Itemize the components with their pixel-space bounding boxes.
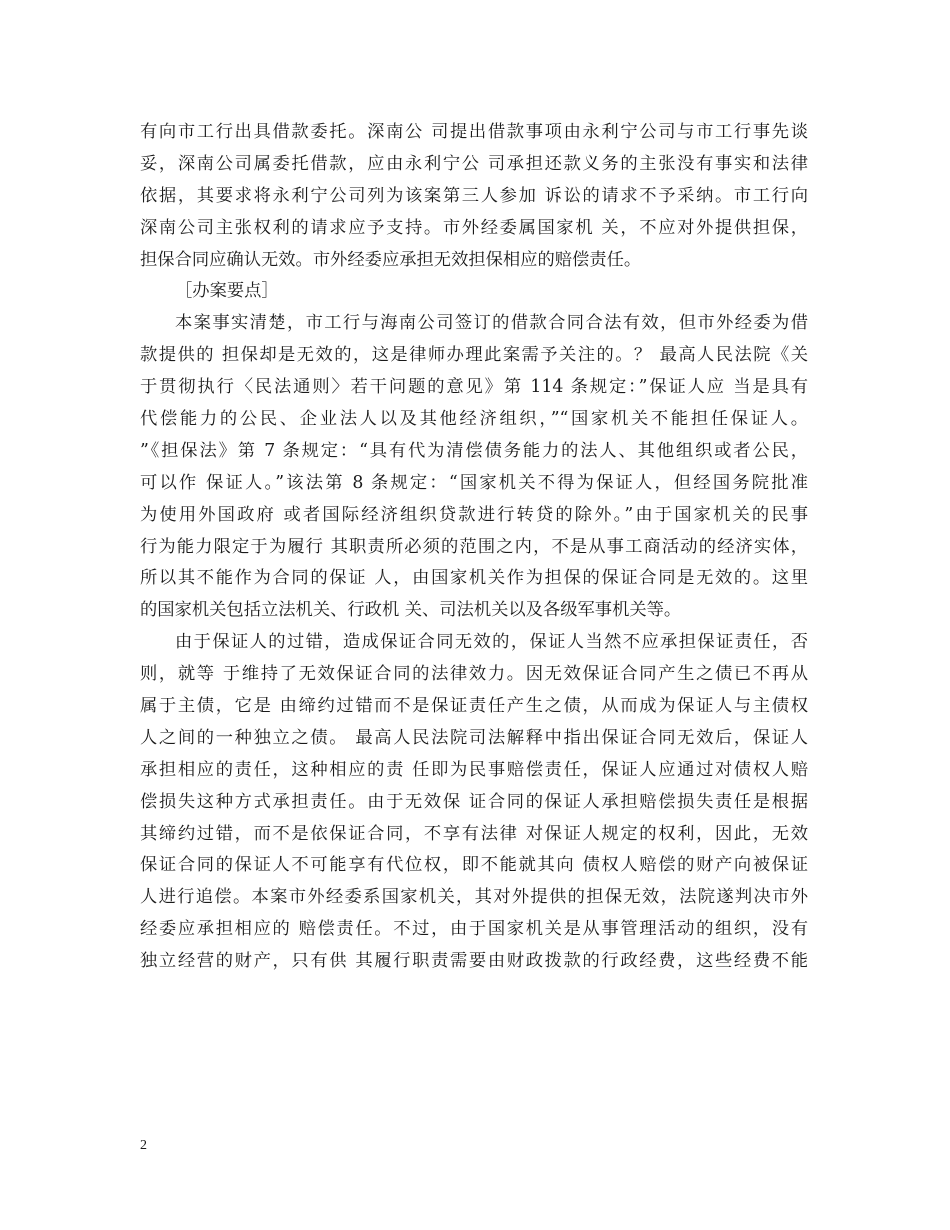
text-line: 经委应承担相应的 赔偿责任。不过，由于国家机关是从事管理活动的组织，没有: [140, 919, 808, 940]
text-line: 可以作 保证人。”该法第 8 条规定：“国家机关不得为保证人，但经国务院批准: [140, 472, 808, 493]
text-line: 深南公司主张权利的请求应予支持。市外经委属国家机 关，不应对外提供担保，: [140, 217, 808, 238]
text-line: 承担相应的责任，这种相应的责 任即为民事赔偿责任，保证人应通过对债权人赔: [140, 759, 808, 780]
text-line: 为使用外国政府 或者国际经济组织贷款进行转贷的除外。”由于国家机关的民事: [140, 504, 808, 525]
text-line: 款提供的 担保却是无效的，这是律师办理此案需予关注的。？ 最高人民法院《关: [140, 345, 808, 366]
text-line: 于贯彻执行〈民法通则〉若干问题的意见》第 114 条规定：”保证人应 当是具有: [140, 377, 808, 398]
text-line: 保证合同的保证人不可能享有代位权，即不能就其向 债权人赔偿的财产向被保证: [140, 855, 808, 876]
text-line: 属于主债，它是 由缔约过错而不是保证责任产生之债，从而成为保证人与主债权: [140, 696, 808, 717]
text-line: 的国家机关包括立法机关、行政机 关、司法机关以及各级军事机关等。: [140, 600, 682, 621]
text-line: 所以其不能作为合同的保证 人，由国家机关作为担保的保证合同是无效的。这里: [140, 568, 808, 589]
text-line: 有向市工行出具借款委托。深南公 司提出借款事项由永利宁公司与市工行事先谈: [140, 122, 808, 142]
text-line: 偿损失这种方式承担责任。由于无效保 证合同的保证人承担赔偿损失责任是根据: [140, 791, 808, 812]
text-line: 则，就等 于维持了无效保证合同的法律效力。因无效保证合同产生之债已不再从: [140, 664, 808, 685]
text-line: ”《担保法》第 7 条规定：“具有代为清偿债务能力的法人、其他组织或者公民，: [140, 440, 808, 461]
text-line: 担保合同应确认无效。市外经委应承担无效担保相应的赔偿责任。: [140, 249, 642, 270]
text-line: 依据，其要求将永利宁公司列为该案第三人参加 诉讼的请求不予采纳。市工行向: [140, 185, 808, 206]
text-line: 人之间的一种独立之债。 最高人民法院司法解释中指出保证合同无效后，保证人: [140, 727, 808, 748]
text-line: 妥，深南公司属委托借款，应由永利宁公 司承担还款义务的主张没有事实和法律: [140, 153, 808, 174]
text-line: 本案事实清楚，市工行与海南公司签订的借款合同合法有效，但市外经委为借: [175, 313, 808, 334]
text-line: ［办案要点］: [175, 281, 279, 302]
text-line: 行为能力限定于为履行 其职责所必须的范围之内，不是从事工商活动的经济实体，: [140, 536, 808, 557]
body-text: [140, 117, 808, 978]
text-line: 由于保证人的过错，造成保证合同无效的，保证人当然不应承担保证责任，否: [175, 632, 808, 653]
text-line: 独立经营的财产，只有供 其履行职责需要由财政拨款的行政经费，这些经费不能: [140, 951, 808, 972]
page-number: 2: [140, 1138, 147, 1153]
text-line: 人进行追偿。本案市外经委系国家机关，其对外提供的担保无效，法院遂判决市外: [140, 887, 808, 908]
text-line: 代偿能力的公民、企业法人以及其他经济组织，”“国家机关不能担任保证人。: [140, 409, 808, 430]
text-line: 其缔约过错，而不是依保证合同，不享有法律 对保证人规定的权利，因此，无效: [140, 823, 808, 844]
